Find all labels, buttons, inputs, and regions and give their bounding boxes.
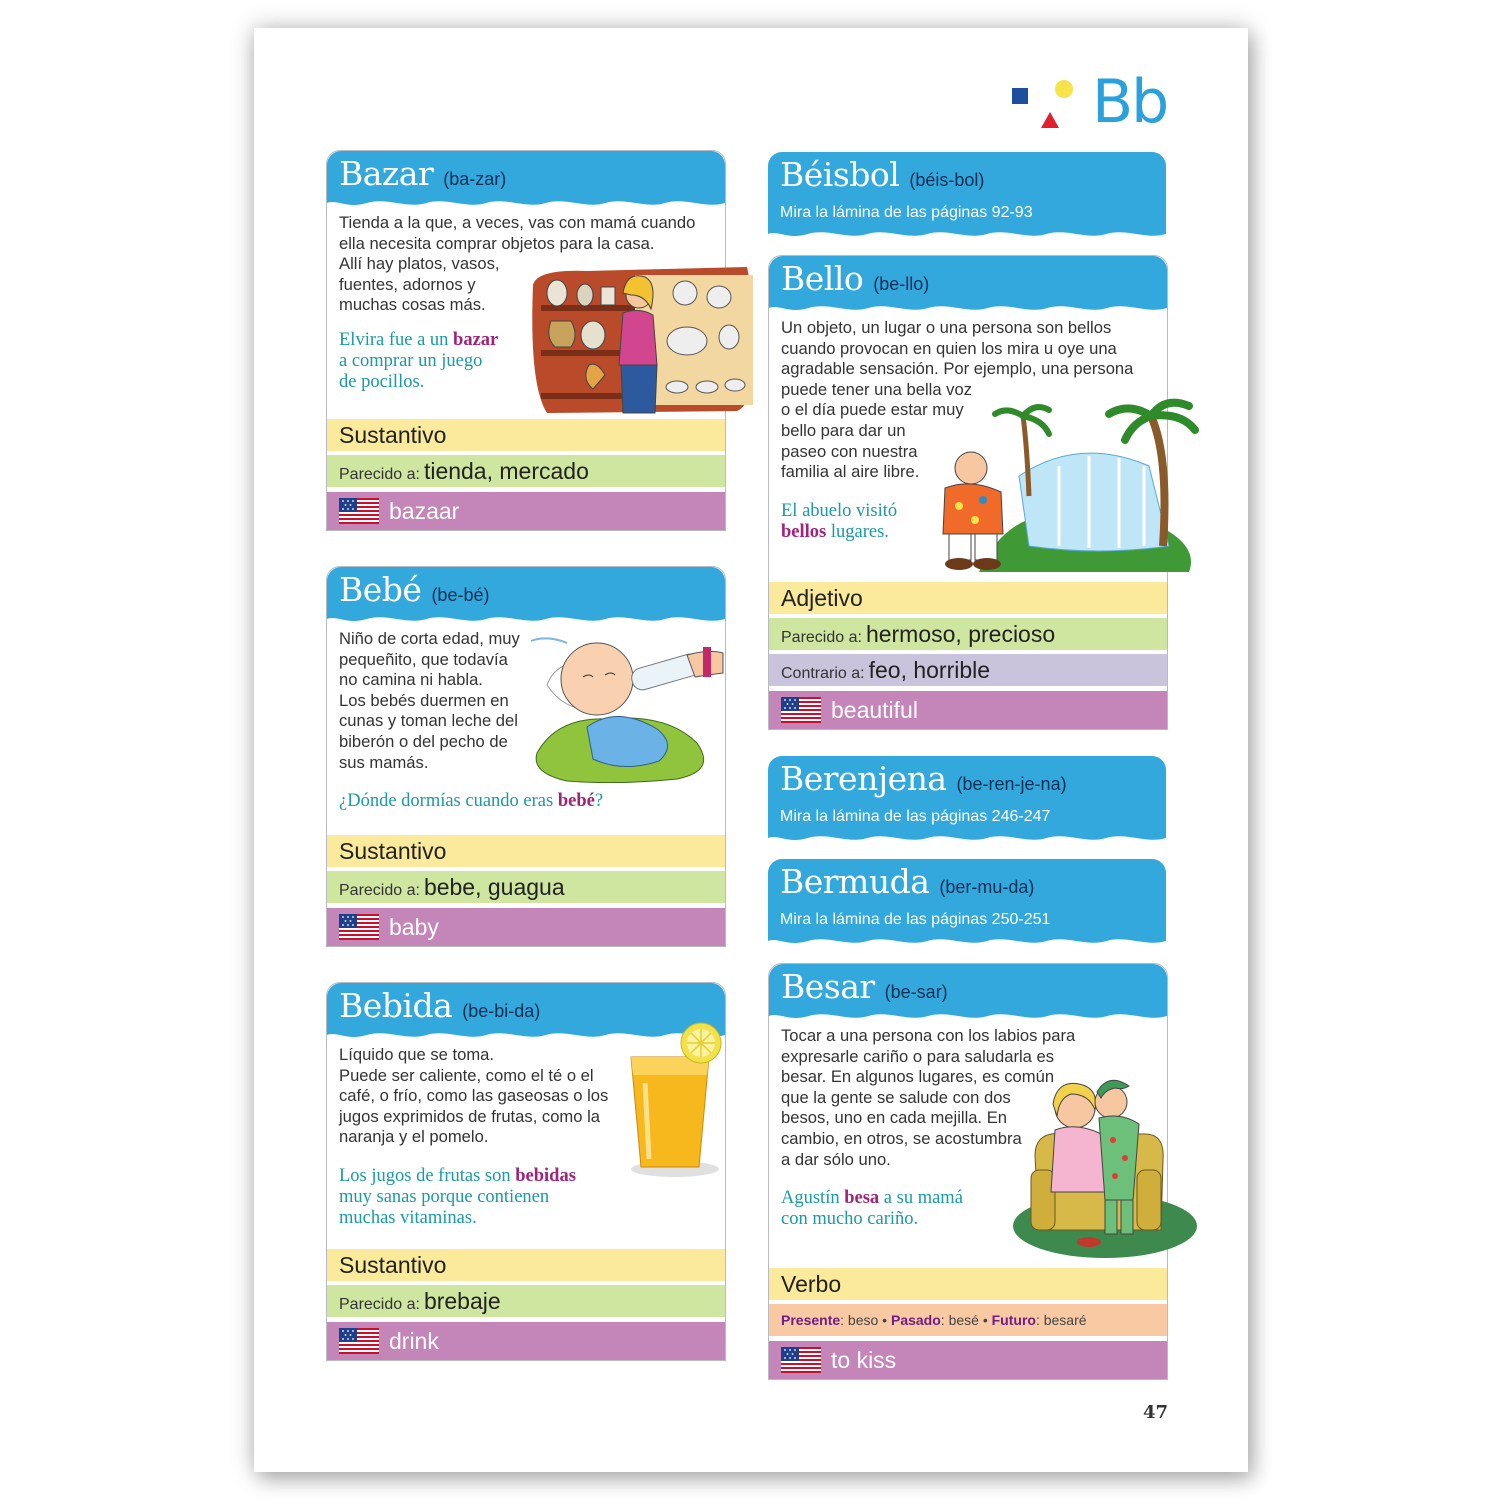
reference-link[interactable]: Mira la lámina de las páginas 92-93 <box>768 202 1166 228</box>
wave-divider <box>768 935 1166 947</box>
entry-syllables: (be-ren-je-na) <box>956 774 1067 794</box>
entry-bebida <box>326 982 726 1361</box>
definition-line: besos, uno en cada mejilla. En <box>781 1108 1008 1128</box>
example-keyword: bellos <box>781 521 827 542</box>
entry-syllables: (be-sar) <box>884 982 948 1002</box>
entry-body <box>769 1022 1167 1264</box>
definition-line: fuentes, adornos y <box>339 274 476 294</box>
entry-syllables: (be-llo) <box>873 274 930 294</box>
definition-line: Allí hay platos, vasos, <box>339 254 500 274</box>
entry-header <box>768 859 1166 909</box>
juice-glass-illustration <box>623 1013 723 1181</box>
reference-link[interactable]: Mira la lámina de las páginas 246-247 <box>768 806 1166 832</box>
entry-syllables: (be-bé) <box>431 585 490 605</box>
pasado-value: : besé <box>940 1312 979 1328</box>
entry-bazar <box>326 150 726 531</box>
verb-conjugation <box>769 1304 1167 1336</box>
english-translation <box>327 492 725 530</box>
similar-words <box>327 455 725 487</box>
definition-line: cuando provocan en quien los mira u oye una <box>781 338 1117 358</box>
example-text: a comprar un juego <box>339 350 483 371</box>
entry-bebe <box>326 566 726 947</box>
entry-beisbol <box>768 152 1166 240</box>
yellow-circle-icon <box>1055 80 1073 98</box>
definition-line: pequeñito, que todavía <box>339 649 508 669</box>
entry-word: Bebé <box>339 570 422 609</box>
us-flag-icon <box>339 1328 379 1354</box>
entry-berenjena <box>768 756 1166 844</box>
english-word: bazaar <box>389 498 460 524</box>
futuro-value: : besaré <box>1035 1312 1087 1328</box>
example-text: a su mamá <box>879 1188 963 1209</box>
entry-body <box>769 314 1167 578</box>
wave-divider <box>768 832 1166 844</box>
definition-line: naranja y el pomelo. <box>339 1127 489 1147</box>
wave-divider <box>769 302 1167 314</box>
part-of-speech: Adjetivo <box>769 582 1167 614</box>
separator: • <box>978 1312 992 1328</box>
english-translation <box>327 908 725 946</box>
entry-word: Bello <box>781 259 864 298</box>
similar-label: Parecido a: <box>339 882 420 899</box>
example-text: muy sanas porque contienen <box>339 1186 550 1207</box>
waterfall-grandpa-illustration <box>919 396 1211 574</box>
wave-divider <box>327 613 725 625</box>
entry-word: Besar <box>781 967 875 1006</box>
part-of-speech: Sustantivo <box>327 835 725 867</box>
entry-body <box>327 625 725 831</box>
separator: • <box>878 1312 891 1328</box>
definition-line: Tienda a la que, a veces, vas con mamá cuando <box>339 213 696 232</box>
blue-square-icon <box>1012 88 1028 104</box>
letter-header <box>1008 67 1173 140</box>
example-text: Los jugos de frutas son <box>339 1165 516 1186</box>
similar-value: bebe, guagua <box>423 874 565 900</box>
entry-header <box>768 152 1166 202</box>
definition-line: Los bebés duermen en <box>339 690 509 710</box>
page-number: 47 <box>1143 1402 1169 1423</box>
similar-label: Parecido a: <box>339 1296 420 1313</box>
wave-divider <box>769 1010 1167 1022</box>
definition-line: que la gente se salude con dos <box>781 1087 1011 1107</box>
example-keyword: bazar <box>453 329 499 350</box>
example-text: de pocillos. <box>339 371 425 392</box>
example-text: lugares. <box>826 521 889 542</box>
entry-body <box>327 209 725 415</box>
example-sentence <box>339 791 713 812</box>
english-word: baby <box>389 914 439 940</box>
entry-syllables: (ba-zar) <box>443 169 507 189</box>
presente-value: : beso <box>840 1312 879 1328</box>
definition-line: bello para dar un <box>781 420 906 440</box>
futuro-label: Futuro <box>991 1312 1036 1328</box>
similar-value: hermoso, precioso <box>865 621 1056 647</box>
entry-bello <box>768 255 1168 730</box>
entry-header <box>327 567 725 613</box>
example-text: con mucho cariño. <box>781 1209 919 1230</box>
entry-besar <box>768 963 1168 1380</box>
example-keyword: bebidas <box>515 1165 576 1186</box>
us-flag-icon <box>781 697 821 723</box>
mother-child-kiss-illustration <box>1005 1060 1199 1260</box>
definition-line: a dar sólo uno. <box>781 1149 891 1169</box>
english-translation <box>769 691 1167 729</box>
baby-illustration <box>527 633 725 783</box>
similar-words <box>769 618 1167 650</box>
entry-header <box>327 151 725 197</box>
example-keyword: bebé <box>557 791 595 812</box>
reference-link[interactable]: Mira la lámina de las páginas 250-251 <box>768 909 1166 935</box>
us-flag-icon <box>781 1347 821 1373</box>
definition-line: agradable sensación. Por ejemplo, una persona <box>781 359 1134 379</box>
entry-header <box>768 756 1166 806</box>
red-triangle-icon <box>1041 112 1059 128</box>
definition-line: o el día puede estar muy <box>781 400 964 420</box>
example-keyword: besa <box>844 1188 880 1209</box>
opposite-label: Contrario a: <box>781 665 865 682</box>
example-text: Elvira fue a un <box>339 329 454 350</box>
definition-line: café, o frío, como las gaseosas o los <box>339 1086 609 1106</box>
entry-word: Bazar <box>339 154 434 193</box>
definition-line: expresarle cariño o para saludarla es <box>781 1046 1055 1066</box>
pasado-label: Pasado <box>890 1312 941 1328</box>
similar-words <box>327 871 725 903</box>
similar-words <box>327 1285 725 1317</box>
definition-line: cambio, en otros, se acostumbra <box>781 1128 1022 1148</box>
definition-line: cunas y toman leche del <box>339 711 518 731</box>
definition-line: familia al aire libre. <box>781 462 920 482</box>
example-text: ¿Dónde dormías cuando eras <box>339 791 558 812</box>
entry-bermuda <box>768 859 1166 947</box>
entry-syllables: (be-bi-da) <box>462 1001 541 1021</box>
definition-line: Líquido que se toma. <box>339 1045 494 1064</box>
definition-line: biberón o del pecho de <box>339 731 508 751</box>
entry-body <box>327 1041 725 1245</box>
definition-line: muchas cosas más. <box>339 295 486 315</box>
us-flag-icon <box>339 498 379 524</box>
definition-line: besar. En algunos lugares, es común <box>781 1067 1055 1087</box>
letter-title: Bb <box>1092 67 1168 137</box>
definition-line: paseo con nuestra <box>781 441 918 461</box>
definition-line: ella necesita comprar objetos para la casa. <box>339 233 655 253</box>
similar-value: brebaje <box>423 1288 501 1314</box>
definition-line: Un objeto, un lugar o una persona son bellos <box>781 318 1112 337</box>
entry-word: Bebida <box>339 986 453 1025</box>
definition-line: no camina ni habla. <box>339 670 483 690</box>
example-text: Agustín <box>781 1188 845 1209</box>
opposite-value: feo, horrible <box>868 657 991 683</box>
similar-label: Parecido a: <box>781 629 862 646</box>
wave-divider <box>327 197 725 209</box>
english-translation <box>327 1322 725 1360</box>
english-word: drink <box>389 1328 439 1354</box>
english-translation <box>769 1341 1167 1379</box>
definition-line: puede tener una bella voz <box>781 379 972 399</box>
entry-header <box>769 256 1167 302</box>
presente-label: Presente <box>781 1312 841 1328</box>
entry-syllables: (béis-bol) <box>909 170 985 190</box>
english-word: to kiss <box>831 1347 897 1373</box>
similar-value: tienda, mercado <box>423 458 589 484</box>
entry-header <box>769 964 1167 1010</box>
entry-word: Béisbol <box>780 155 900 194</box>
part-of-speech: Sustantivo <box>327 1249 725 1281</box>
example-text: muchas vitaminas. <box>339 1207 477 1228</box>
opposite-words <box>769 654 1167 686</box>
english-word: beautiful <box>831 697 918 723</box>
entry-syllables: (ber-mu-da) <box>939 877 1035 897</box>
entry-word: Berenjena <box>780 759 947 798</box>
entry-word: Bermuda <box>780 862 930 901</box>
us-flag-icon <box>339 914 379 940</box>
similar-label: Parecido a: <box>339 466 420 483</box>
definition-line: Tocar a una persona con los labios para <box>781 1026 1076 1045</box>
definition-line: jugos exprimidos de frutas, como la <box>339 1106 601 1126</box>
part-of-speech: Sustantivo <box>327 419 725 451</box>
part-of-speech: Verbo <box>769 1268 1167 1300</box>
wave-divider <box>768 228 1166 240</box>
example-text: ? <box>594 791 604 812</box>
definition-line: Niño de corta edad, muy <box>339 629 520 648</box>
definition-line: Puede ser caliente, como el té o el <box>339 1065 594 1085</box>
example-text: El abuelo visitó <box>781 500 898 521</box>
bazaar-shop-illustration <box>527 265 755 415</box>
definition-line: sus mamás. <box>339 752 429 772</box>
